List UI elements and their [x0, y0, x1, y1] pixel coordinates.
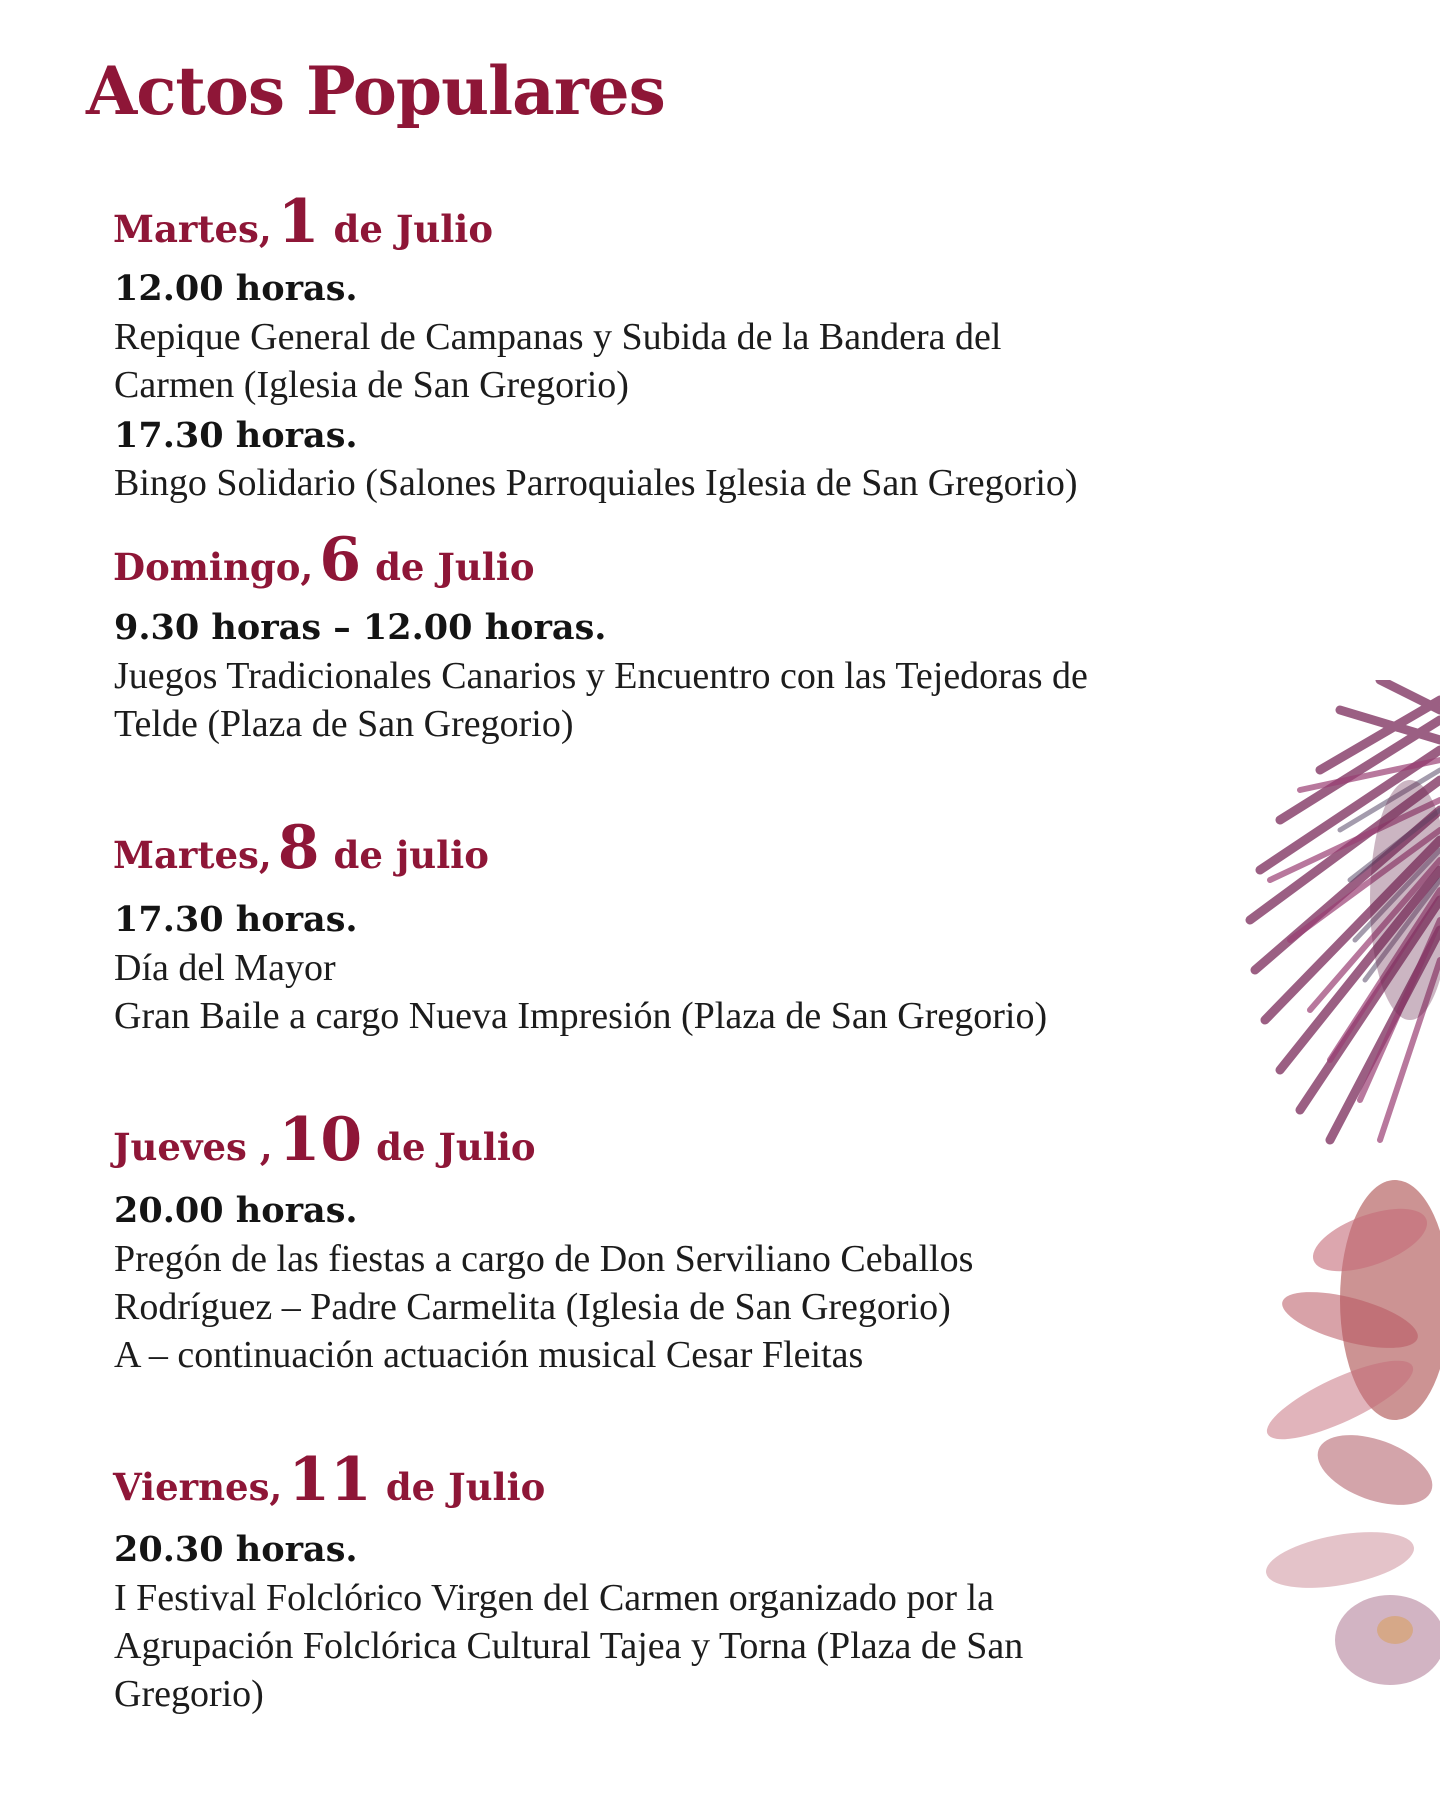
event-description-line: Gran Baile a cargo Nueva Impresión (Plaza de San Gregorio)	[114, 995, 1048, 1037]
day-weekday: Viernes,	[113, 1465, 283, 1509]
event-description-line: Gregorio)	[114, 1673, 264, 1715]
event-description-line: Pregón de las fiestas a cargo de Don Serviliano Ceballos	[114, 1238, 974, 1280]
day-weekday: Martes,	[113, 207, 272, 251]
event-description-line: A – continuación actuación musical Cesar Fleitas	[114, 1334, 864, 1376]
page-title: Actos Populares	[86, 52, 665, 130]
day-heading-domingo-6	[113, 525, 535, 595]
event-description-line: Repique General de Campanas y Subida de la Bandera del	[114, 316, 1002, 358]
day-heading-jueves-10	[113, 1105, 536, 1175]
day-number: 6	[319, 525, 362, 595]
day-number: 11	[288, 1445, 372, 1515]
day-heading-martes-8	[113, 813, 489, 883]
event-description-line: Telde (Plaza de San Gregorio)	[114, 703, 574, 745]
event-time: 20.30 horas.	[114, 1529, 358, 1570]
pink-flower-petals	[1258, 1180, 1440, 1685]
event-description-line: Rodríguez – Padre Carmelita (Iglesia de San Gregorio)	[114, 1286, 951, 1328]
event-description-line: Juegos Tradicionales Canarios y Encuentro con las Tejedoras de	[114, 655, 1088, 697]
event-description-line: Agrupación Folclórica Cultural Tajea y Torna (Plaza de San	[114, 1625, 1024, 1667]
day-weekday: Martes,	[113, 833, 272, 877]
purple-flower-petals	[1250, 680, 1440, 1140]
event-time: 17.30 horas.	[114, 899, 358, 940]
day-number: 8	[277, 813, 320, 883]
event-time: 20.00 horas.	[114, 1190, 358, 1231]
event-description-line: Bingo Solidario (Salones Parroquiales Iglesia de San Gregorio)	[114, 462, 1078, 504]
day-heading-viernes-11	[113, 1445, 546, 1515]
day-month: de Julio	[385, 1465, 546, 1509]
event-description-line: Día del Mayor	[114, 947, 336, 989]
event-time: 17.30 horas.	[114, 415, 358, 456]
event-description-line: I Festival Folclórico Virgen del Carmen organizado por la	[114, 1577, 994, 1619]
event-time: 9.30 horas – 12.00 horas.	[114, 607, 607, 648]
day-month: de Julio	[333, 207, 494, 251]
day-weekday: Domingo,	[113, 545, 314, 589]
day-month: de julio	[333, 833, 489, 877]
flower-illustration	[1140, 680, 1440, 1780]
day-month: de Julio	[375, 545, 535, 589]
day-heading-martes-1	[113, 187, 494, 257]
day-weekday: Jueves ,	[113, 1125, 273, 1169]
day-month: de Julio	[376, 1125, 536, 1169]
day-number: 10	[278, 1105, 363, 1175]
event-description-line: Carmen (Iglesia de San Gregorio)	[114, 364, 629, 406]
day-number: 1	[277, 187, 320, 257]
event-time: 12.00 horas.	[114, 268, 358, 309]
